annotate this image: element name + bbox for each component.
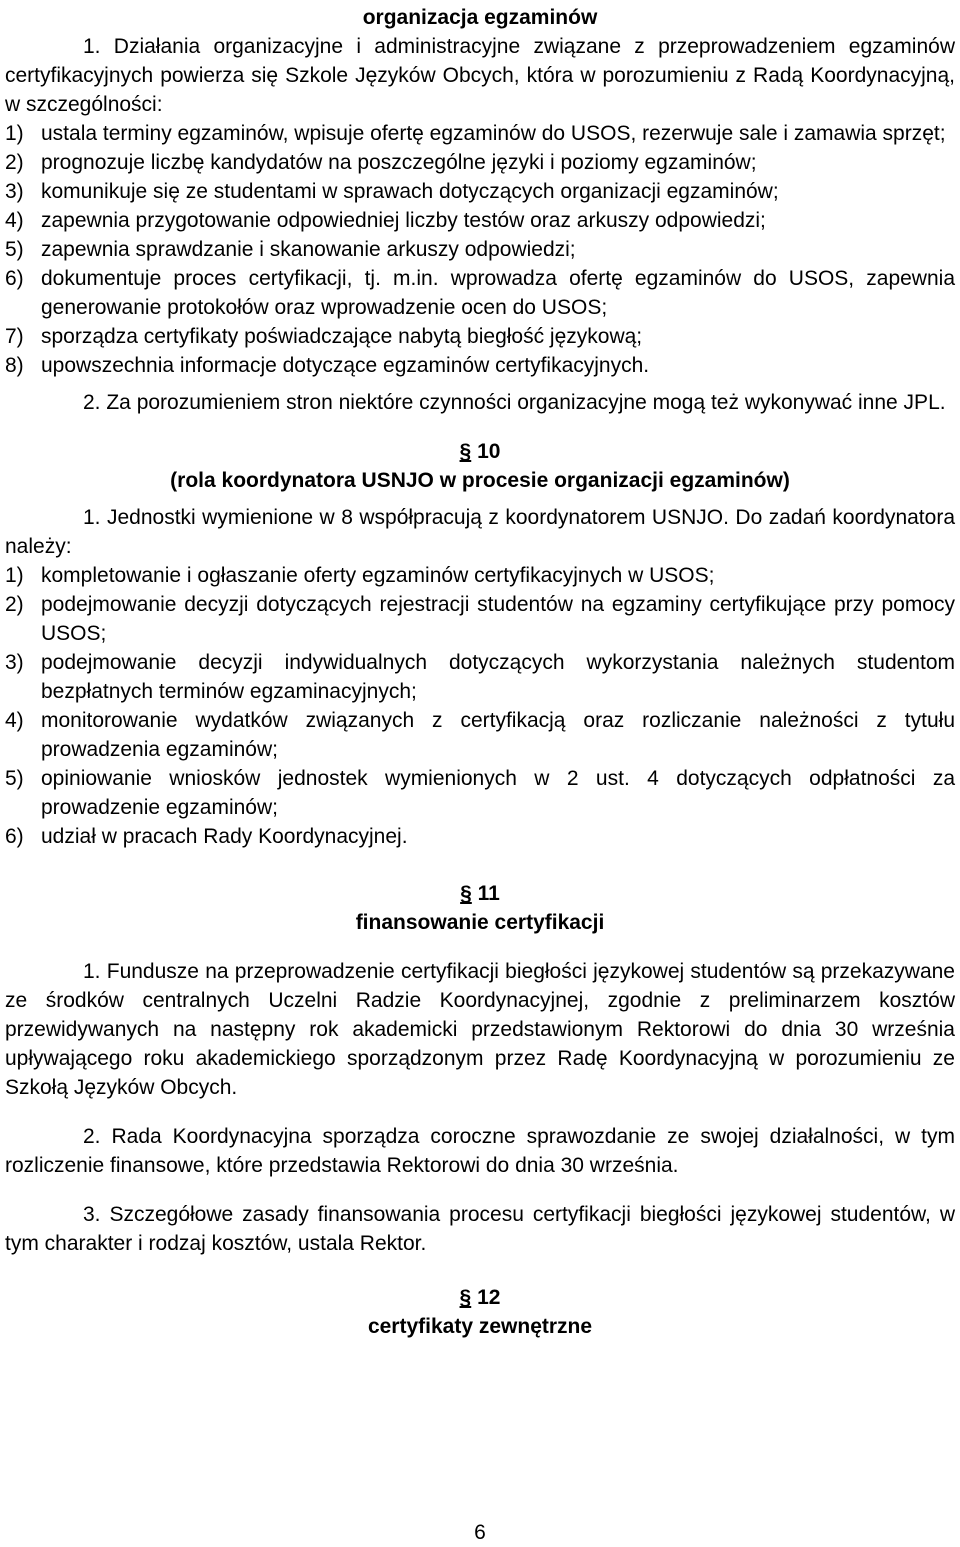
section-sign: §	[459, 440, 472, 463]
section-number-11: § 11	[460, 882, 500, 905]
list-item: 6) dokumentuje proces certyfikacji, tj. m.in. wprowadza ofertę egzaminów do USOS, zapewnia generowanie protokołów oraz wprowadzenie ocen do USOS;	[5, 267, 955, 319]
list-item: 3) komunikuje się ze studentami w sprawach dotyczących organizacji egzaminów;	[5, 180, 779, 203]
section-number-10: § 10	[459, 440, 501, 463]
list-item: 1) kompletowanie i ogłaszanie oferty egzaminów certyfikacyjnych w USOS;	[5, 564, 715, 587]
section-title-10: (rola koordynatora USNJO w procesie organizacji egzaminów)	[170, 469, 790, 492]
page-number: 6	[474, 1521, 486, 1544]
list-item: 4) monitorowanie wydatków związanych z certyfikacją oraz rozliczanie należności z tytułu prowadzenia egzaminów;	[5, 709, 955, 761]
paragraph-10-1: 1. Jednostki wymienione w 8 współpracują z koordynatorem USNJO. Do zadań koordynatora należy:	[5, 506, 955, 558]
list-item: 2) prognozuje liczbę kandydatów na poszczególne języki i poziomy egzaminów;	[5, 151, 757, 174]
list-item: 1) ustala terminy egzaminów, wpisuje ofertę egzaminów do USOS, rezerwuje sale i zamawia sprzęt;	[5, 122, 946, 145]
document-page	[5, 3, 955, 1341]
list-item: 3) podejmowanie decyzji indywidualnych dotyczących wykorzystania należnych studentom bezpłatnych terminów egzaminacyjnych;	[5, 651, 955, 703]
section-title-12: certyfikaty zewnętrzne	[367, 1315, 593, 1338]
paragraph-9-1: 1. Działania organizacyjne i administracyjne związane z przeprowadzeniem egzaminów certyfikacyjnych powierza się Szkole Języków Obcych, która w porozumieniu z Radą Koordynacyjną, w szczególności:	[5, 35, 955, 116]
section-number-12: § 12	[459, 1286, 501, 1309]
paragraph-11-2: 2. Rada Koordynacyjna sporządza coroczne sprawozdanie ze swojej działalności, w tym rozliczenie finansowe, które przedstawia Rektorowi do dnia 30 września.	[5, 1125, 955, 1177]
section-heading-organizacja: organizacja egzaminów	[362, 6, 598, 29]
paragraph-11-1: 1. Fundusze na przeprowadzenie certyfikacji biegłości językowej studentów są przekazywane ze środków centralnych Uczelni Radzie Koordynacyjnej, zgodnie z preliminarzem kosztów przewidywanych na następny rok akademicki przedstawionym Rektorowi do dnia 30 września upływającego roku akademickiego sporządzonym przez Radę Koordynacyjną w porozumieniu ze Szkołą Języków Obcych.	[5, 960, 955, 1099]
list-item: 7) sporządza certyfikaty poświadczające nabytą biegłość językową;	[5, 325, 643, 348]
section-sign: §	[459, 1286, 472, 1309]
list-item: 5) zapewnia sprawdzanie i skanowanie arkuszy odpowiedzi;	[5, 238, 576, 261]
paragraph-9-2: 2. Za porozumieniem stron niektóre czynności organizacyjne mogą też wykonywać inne JPL.	[83, 391, 946, 414]
section-title-11: finansowanie certyfikacji	[355, 911, 605, 934]
list-9-1	[5, 119, 955, 380]
list-item: 2) podejmowanie decyzji dotyczących rejestracji studentów na egzaminy certyfikujące przy pomocy USOS;	[5, 593, 955, 645]
list-item: 8) upowszechnia informacje dotyczące egzaminów certyfikacyjnych.	[5, 354, 650, 377]
section-sign: §	[460, 882, 472, 905]
list-10-1	[5, 561, 955, 851]
list-item: 6) udział w pracach Rady Koordynacyjnej.	[5, 825, 408, 848]
list-item: 5) opiniowanie wniosków jednostek wymienionych w 2 ust. 4 dotyczących odpłatności za prowadzenie egzaminów;	[5, 767, 955, 819]
list-item: 4) zapewnia przygotowanie odpowiedniej liczby testów oraz arkuszy odpowiedzi;	[5, 209, 766, 232]
paragraph-11-3: 3. Szczegółowe zasady finansowania procesu certyfikacji biegłości językowej studentów, w tym charakter i rodzaj kosztów, ustala Rektor.	[5, 1203, 955, 1255]
